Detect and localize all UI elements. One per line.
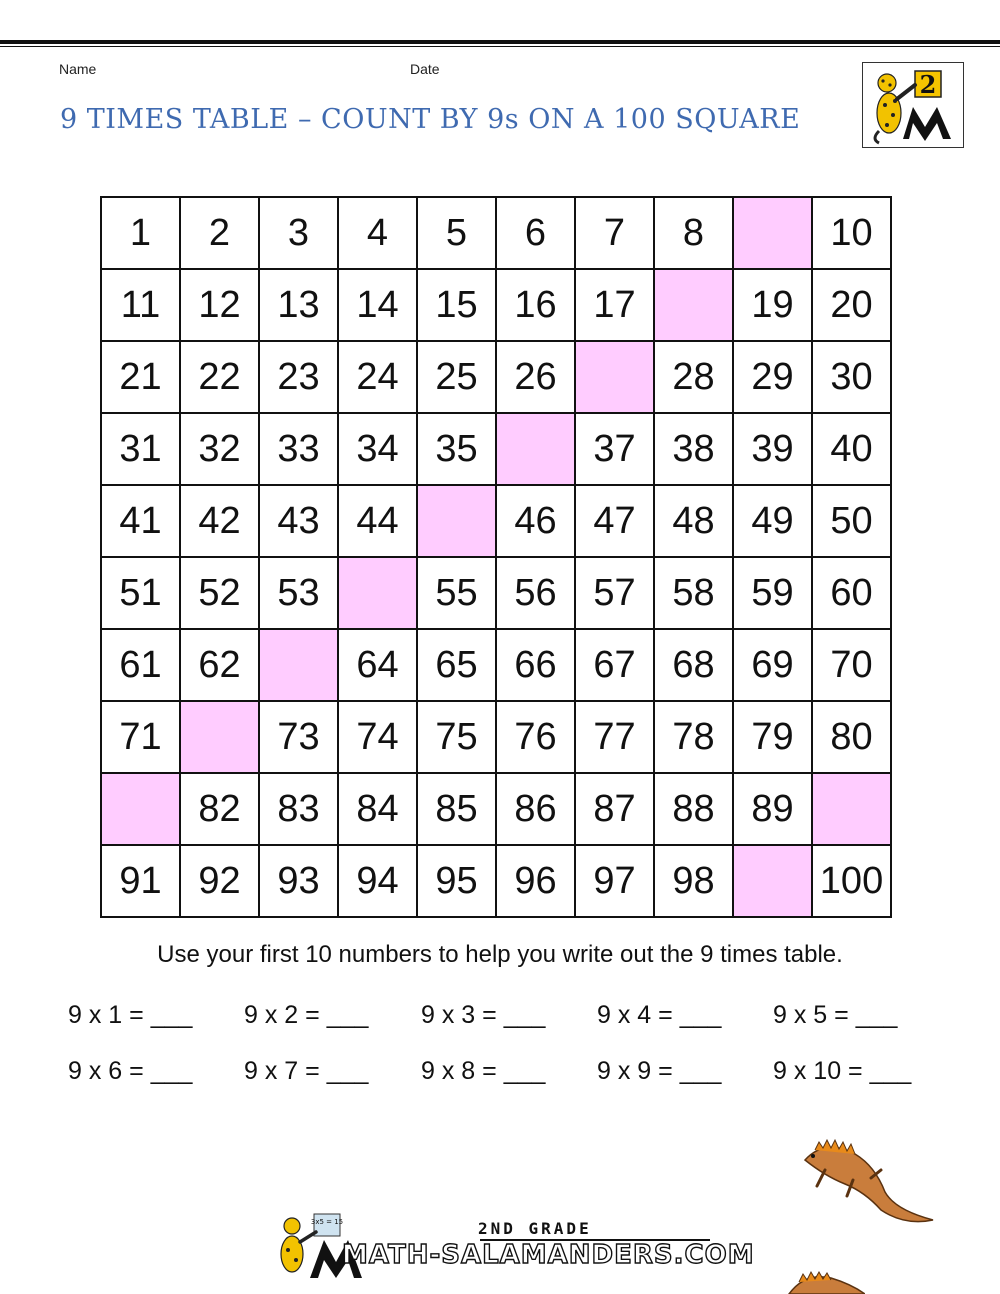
grid-cell-highlighted [417,485,496,557]
date-label: Date [410,61,440,77]
grid-cell-highlighted [733,845,812,917]
grid-cell: 21 [101,341,180,413]
grid-cell-highlighted [496,413,575,485]
grid-cell: 70 [812,629,891,701]
equation-9: 9 x 9 = ___ [597,1057,722,1085]
grid-cell: 55 [417,557,496,629]
grid-cell: 85 [417,773,496,845]
grid-cell: 7 [575,197,654,269]
equation-6: 9 x 6 = ___ [68,1057,193,1085]
equation-8: 9 x 8 = ___ [421,1057,546,1085]
grid-cell: 79 [733,701,812,773]
grid-cell: 73 [259,701,338,773]
grid-cell: 57 [575,557,654,629]
grade-logo [862,62,964,148]
grid-cell: 46 [496,485,575,557]
grid-cell: 31 [101,413,180,485]
grid-cell: 80 [812,701,891,773]
grid-cell: 58 [654,557,733,629]
grid-cell: 43 [259,485,338,557]
hundred-square [100,196,892,918]
equation-4: 9 x 4 = ___ [597,1001,722,1029]
top-border-rule [0,40,1000,44]
equation-7: 9 x 7 = ___ [244,1057,369,1085]
grid-cell: 51 [101,557,180,629]
grid-row [101,341,891,413]
grid-cell: 76 [496,701,575,773]
grid-cell: 17 [575,269,654,341]
grid-cell: 19 [733,269,812,341]
grid-cell: 88 [654,773,733,845]
grid-cell: 28 [654,341,733,413]
grid-cell: 20 [812,269,891,341]
grid-cell: 30 [812,341,891,413]
equation-10: 9 x 10 = ___ [773,1057,912,1085]
grid-cell: 13 [259,269,338,341]
grid-cell: 34 [338,413,417,485]
grid-cell-highlighted [180,701,259,773]
grid-cell: 25 [417,341,496,413]
grid-cell: 22 [180,341,259,413]
grid-cell: 11 [101,269,180,341]
grid-cell: 65 [417,629,496,701]
page-title: 9 TIMES TABLE – COUNT BY 9s ON A 100 SQUARE [60,104,801,135]
equation-3: 9 x 3 = ___ [421,1001,546,1029]
grid-cell: 93 [259,845,338,917]
grid-cell: 37 [575,413,654,485]
logo-badge-text: 2 [919,70,937,99]
grid-cell: 48 [654,485,733,557]
grid-cell: 8 [654,197,733,269]
grid-cell: 60 [812,557,891,629]
grid-cell: 10 [812,197,891,269]
grid-cell: 38 [654,413,733,485]
grid-cell: 14 [338,269,417,341]
grid-cell: 100 [812,845,891,917]
grid-cell: 98 [654,845,733,917]
grid-cell: 4 [338,197,417,269]
grid-cell-highlighted [259,629,338,701]
grid-cell: 68 [654,629,733,701]
grid-cell: 12 [180,269,259,341]
grid-row [101,845,891,917]
grid-cell: 40 [812,413,891,485]
grid-cell: 74 [338,701,417,773]
site-name: MATH-SALAMANDERS.COM [342,1240,755,1270]
grid-cell: 71 [101,701,180,773]
grid-cell: 6 [496,197,575,269]
grid-cell-highlighted [812,773,891,845]
grid-cell: 96 [496,845,575,917]
board-text: 3x5 = 15 [310,1218,344,1226]
grid-cell-highlighted [654,269,733,341]
grid-cell: 52 [180,557,259,629]
grid-cell: 78 [654,701,733,773]
name-label: Name [59,61,97,77]
grid-cell: 26 [496,341,575,413]
grade-label: 2ND GRADE [478,1219,592,1238]
grid-cell: 44 [338,485,417,557]
grid-cell: 29 [733,341,812,413]
grid-cell: 84 [338,773,417,845]
equation-2: 9 x 2 = ___ [244,1001,369,1029]
grid-cell: 87 [575,773,654,845]
grid-row [101,629,891,701]
grid-cell: 69 [733,629,812,701]
grid-cell: 95 [417,845,496,917]
grid-cell: 75 [417,701,496,773]
equation-5: 9 x 5 = ___ [773,1001,898,1029]
grid-cell: 24 [338,341,417,413]
salamander-icon [785,1268,865,1294]
grid-cell-highlighted [575,341,654,413]
grid-cell: 62 [180,629,259,701]
grid-cell: 41 [101,485,180,557]
grid-cell-highlighted [733,197,812,269]
grid-cell-highlighted [101,773,180,845]
salamander-icon [795,1130,940,1230]
grid-cell: 67 [575,629,654,701]
grid-cell: 56 [496,557,575,629]
grid-row [101,701,891,773]
grid-cell: 3 [259,197,338,269]
grid-row [101,485,891,557]
grid-cell: 47 [575,485,654,557]
grid-cell: 97 [575,845,654,917]
grid-cell: 61 [101,629,180,701]
grid-cell: 83 [259,773,338,845]
grid-cell: 23 [259,341,338,413]
grid-cell: 91 [101,845,180,917]
grid-row [101,269,891,341]
grid-cell: 32 [180,413,259,485]
grid-cell: 5 [417,197,496,269]
grid-cell: 94 [338,845,417,917]
grid-row [101,197,891,269]
grid-cell: 82 [180,773,259,845]
equation-1: 9 x 1 = ___ [68,1001,193,1029]
grid-cell: 2 [180,197,259,269]
grid-cell: 35 [417,413,496,485]
grid-cell: 66 [496,629,575,701]
grid-cell: 89 [733,773,812,845]
grid-cell-highlighted [338,557,417,629]
grid-row [101,413,891,485]
grid-cell: 59 [733,557,812,629]
grid-cell: 15 [417,269,496,341]
grid-cell: 64 [338,629,417,701]
grid-cell: 53 [259,557,338,629]
grid-cell: 77 [575,701,654,773]
grid-cell: 50 [812,485,891,557]
grid-cell: 49 [733,485,812,557]
grid-cell: 42 [180,485,259,557]
grid-cell: 92 [180,845,259,917]
grid-cell: 39 [733,413,812,485]
grid-cell: 1 [101,197,180,269]
grid-cell: 86 [496,773,575,845]
grid-cell: 16 [496,269,575,341]
instruction-text: Use your first 10 numbers to help you write out the 9 times table. [157,941,843,968]
grid-row [101,773,891,845]
grid-cell: 33 [259,413,338,485]
top-border-thin-rule [0,46,1000,47]
salamander-teacher-icon [863,63,963,147]
grid-row [101,557,891,629]
